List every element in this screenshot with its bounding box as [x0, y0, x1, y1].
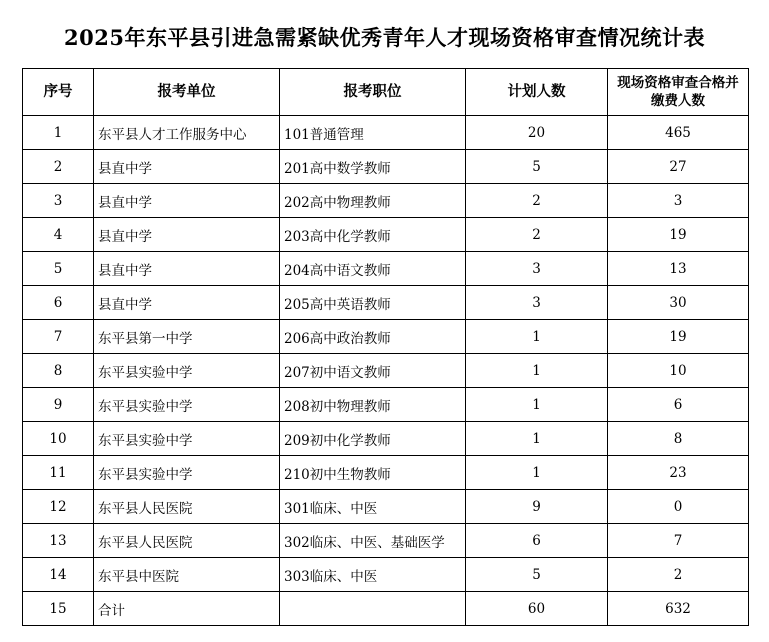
cell-passed: 2	[608, 558, 749, 592]
table-row	[23, 116, 749, 150]
cell-position: 207初中语文教师	[280, 354, 466, 388]
header-unit: 报考单位	[94, 69, 280, 116]
cell-plan: 5	[466, 558, 608, 592]
table-row	[23, 456, 749, 490]
cell-passed: 30	[608, 286, 749, 320]
cell-seq: 15	[23, 592, 94, 626]
cell-position: 204高中语文教师	[280, 252, 466, 286]
table-row	[23, 524, 749, 558]
cell-unit: 东平县人民医院	[94, 524, 280, 558]
cell-unit: 县直中学	[94, 150, 280, 184]
cell-plan: 3	[466, 252, 608, 286]
cell-seq: 6	[23, 286, 94, 320]
cell-unit: 县直中学	[94, 252, 280, 286]
cell-plan: 1	[466, 388, 608, 422]
stats-table	[22, 68, 749, 626]
cell-passed: 19	[608, 320, 749, 354]
cell-passed: 7	[608, 524, 749, 558]
cell-seq: 2	[23, 150, 94, 184]
table-row	[23, 286, 749, 320]
cell-seq: 5	[23, 252, 94, 286]
cell-position: 301临床、中医	[280, 490, 466, 524]
table-row	[23, 150, 749, 184]
cell-passed: 8	[608, 422, 749, 456]
table-row	[23, 388, 749, 422]
cell-unit: 东平县人才工作服务中心	[94, 116, 280, 150]
cell-unit: 东平县实验中学	[94, 422, 280, 456]
header-row	[23, 69, 749, 116]
cell-passed: 3	[608, 184, 749, 218]
cell-unit: 东平县中医院	[94, 558, 280, 592]
cell-plan: 1	[466, 422, 608, 456]
cell-passed: 6	[608, 388, 749, 422]
cell-plan: 5	[466, 150, 608, 184]
cell-unit: 东平县人民医院	[94, 490, 280, 524]
cell-position: 101普通管理	[280, 116, 466, 150]
cell-plan: 60	[466, 592, 608, 626]
cell-position: 203高中化学教师	[280, 218, 466, 252]
cell-unit: 县直中学	[94, 184, 280, 218]
cell-unit: 合计	[94, 592, 280, 626]
cell-unit: 县直中学	[94, 218, 280, 252]
cell-unit: 东平县实验中学	[94, 456, 280, 490]
cell-passed: 632	[608, 592, 749, 626]
table-row	[23, 184, 749, 218]
cell-plan: 9	[466, 490, 608, 524]
cell-passed: 23	[608, 456, 749, 490]
cell-position: 202高中物理教师	[280, 184, 466, 218]
cell-unit: 东平县第一中学	[94, 320, 280, 354]
header-seq: 序号	[23, 69, 94, 116]
cell-seq: 10	[23, 422, 94, 456]
cell-seq: 13	[23, 524, 94, 558]
cell-unit: 县直中学	[94, 286, 280, 320]
cell-seq: 7	[23, 320, 94, 354]
cell-passed: 0	[608, 490, 749, 524]
cell-passed: 19	[608, 218, 749, 252]
table-row	[23, 354, 749, 388]
cell-position: 208初中物理教师	[280, 388, 466, 422]
cell-position: 201高中数学教师	[280, 150, 466, 184]
table-row	[23, 218, 749, 252]
cell-seq: 3	[23, 184, 94, 218]
cell-position: 303临床、中医	[280, 558, 466, 592]
cell-plan: 6	[466, 524, 608, 558]
cell-seq: 11	[23, 456, 94, 490]
table-row	[23, 320, 749, 354]
header-passed: 现场资格审查合格并缴费人数	[608, 69, 749, 116]
cell-seq: 14	[23, 558, 94, 592]
cell-passed: 13	[608, 252, 749, 286]
cell-plan: 1	[466, 456, 608, 490]
cell-position: 206高中政治教师	[280, 320, 466, 354]
cell-plan: 1	[466, 320, 608, 354]
header-plan: 计划人数	[466, 69, 608, 116]
cell-position: 209初中化学教师	[280, 422, 466, 456]
table-row	[23, 592, 749, 626]
cell-position	[280, 592, 466, 626]
cell-passed: 465	[608, 116, 749, 150]
cell-plan: 3	[466, 286, 608, 320]
cell-seq: 4	[23, 218, 94, 252]
cell-seq: 1	[23, 116, 94, 150]
table-row	[23, 422, 749, 456]
table-row	[23, 490, 749, 524]
table-body	[23, 116, 749, 626]
cell-unit: 东平县实验中学	[94, 354, 280, 388]
table-row	[23, 252, 749, 286]
cell-seq: 9	[23, 388, 94, 422]
cell-position: 210初中生物教师	[280, 456, 466, 490]
cell-passed: 27	[608, 150, 749, 184]
header-position: 报考职位	[280, 69, 466, 116]
cell-position: 302临床、中医、基础医学	[280, 524, 466, 558]
cell-seq: 8	[23, 354, 94, 388]
table-row	[23, 558, 749, 592]
cell-plan: 20	[466, 116, 608, 150]
cell-plan: 2	[466, 184, 608, 218]
cell-position: 205高中英语教师	[280, 286, 466, 320]
cell-plan: 2	[466, 218, 608, 252]
cell-plan: 1	[466, 354, 608, 388]
page-title: 2025年东平县引进急需紧缺优秀青年人才现场资格审查情况统计表	[64, 25, 705, 50]
cell-unit: 东平县实验中学	[94, 388, 280, 422]
cell-seq: 12	[23, 490, 94, 524]
cell-passed: 10	[608, 354, 749, 388]
